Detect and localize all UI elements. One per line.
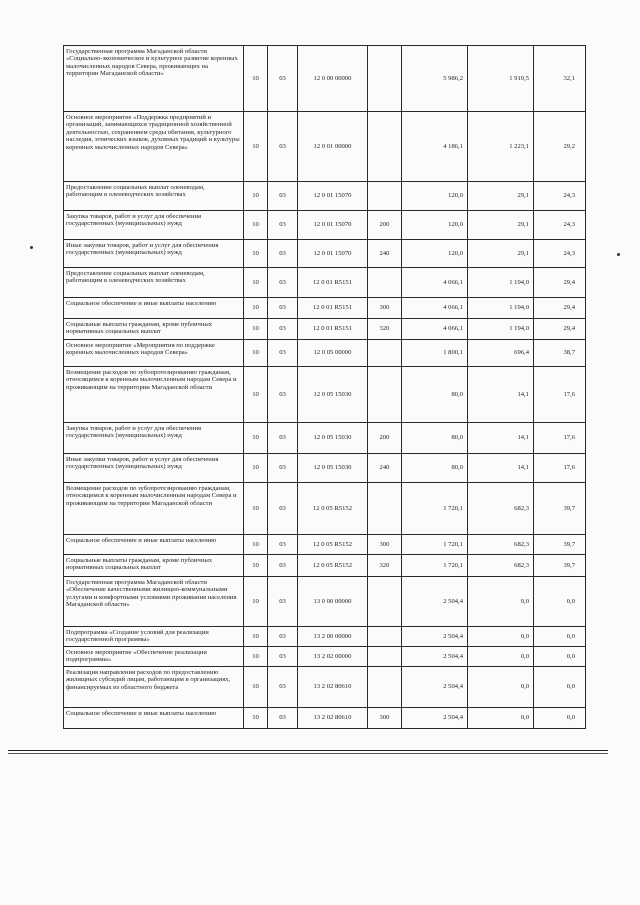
table-row (64, 667, 586, 708)
table-row (64, 182, 586, 211)
table-row (64, 483, 586, 535)
row-plan-amount: 2 504,4 (402, 627, 468, 647)
row-actual-amount: 1 223,1 (468, 112, 534, 182)
row-section: 10 (244, 423, 268, 454)
row-execution-percent: 17,6 (534, 423, 586, 454)
row-actual-amount: 696,4 (468, 340, 534, 367)
row-execution-percent: 39,7 (534, 535, 586, 555)
row-actual-amount: 682,3 (468, 483, 534, 535)
row-execution-percent: 32,1 (534, 46, 586, 112)
table-row (64, 112, 586, 182)
row-plan-amount: 1 800,1 (402, 340, 468, 367)
row-name: Социальное обеспечение и иные выплаты населению (64, 708, 244, 729)
row-plan-amount: 5 986,2 (402, 46, 468, 112)
row-target-article: 13 2 02 00000 (298, 647, 368, 667)
table-row (64, 423, 586, 454)
row-section: 10 (244, 647, 268, 667)
table-row (64, 708, 586, 729)
row-name: Предоставление социальных выплат оленеводам, работающим в оленеводческих хозяйствах (64, 182, 244, 211)
table-row (64, 647, 586, 667)
row-name: Государственная программа Магаданской области «Обеспечение качественными жилищно-коммунальными услугами и комфортными условиями проживания населения Магаданской области» (64, 577, 244, 627)
row-plan-amount: 2 504,4 (402, 577, 468, 627)
row-expense-type: 240 (368, 454, 402, 483)
row-subsection: 03 (268, 319, 298, 340)
row-execution-percent: 24,3 (534, 182, 586, 211)
row-target-article: 12 0 01 R5151 (298, 268, 368, 298)
row-section: 10 (244, 46, 268, 112)
row-section: 10 (244, 667, 268, 708)
row-section: 10 (244, 112, 268, 182)
row-subsection: 03 (268, 454, 298, 483)
row-name: Закупка товаров, работ и услуг для обеспечения государственных (муниципальных) нужд (64, 423, 244, 454)
row-subsection: 03 (268, 483, 298, 535)
row-plan-amount: 80,0 (402, 367, 468, 423)
row-target-article: 12 0 05 15030 (298, 423, 368, 454)
row-actual-amount: 682,3 (468, 535, 534, 555)
row-execution-percent: 0,0 (534, 627, 586, 647)
row-section: 10 (244, 555, 268, 577)
row-name: Социальные выплаты гражданам, кроме публичных нормативных социальных выплат (64, 319, 244, 340)
row-execution-percent: 0,0 (534, 647, 586, 667)
row-expense-type (368, 367, 402, 423)
table-row (64, 319, 586, 340)
table-row (64, 211, 586, 240)
row-plan-amount: 80,0 (402, 454, 468, 483)
row-expense-type: 240 (368, 240, 402, 268)
row-subsection: 03 (268, 708, 298, 729)
row-name: Иные закупки товаров, работ и услуг для обеспечения государственных (муниципальных) нужд (64, 454, 244, 483)
table-row (64, 555, 586, 577)
row-target-article: 12 0 01 R5151 (298, 319, 368, 340)
row-target-article: 12 0 05 R5152 (298, 555, 368, 577)
row-target-article: 12 0 05 R5152 (298, 535, 368, 555)
row-expense-type: 200 (368, 423, 402, 454)
row-expense-type: 300 (368, 708, 402, 729)
row-name: Государственная программа Магаданской области «Социально-экономическое и культурное развитие коренных малочисленных народов Севера, проживающих на территории Магаданской области» (64, 46, 244, 112)
row-subsection: 03 (268, 46, 298, 112)
row-execution-percent: 29,4 (534, 298, 586, 319)
row-section: 10 (244, 367, 268, 423)
page-bottom-rule-thin (8, 753, 608, 754)
row-section: 10 (244, 535, 268, 555)
row-actual-amount: 29,1 (468, 182, 534, 211)
row-name: Социальное обеспечение и иные выплаты населению (64, 298, 244, 319)
row-execution-percent: 29,4 (534, 268, 586, 298)
row-name: Подпрограмма «Создание условий для реализации государственной программы» (64, 627, 244, 647)
row-plan-amount: 1 720,1 (402, 535, 468, 555)
row-expense-type: 300 (368, 535, 402, 555)
row-expense-type: 320 (368, 319, 402, 340)
row-name: Социальное обеспечение и иные выплаты населению (64, 535, 244, 555)
row-name: Иные закупки товаров, работ и услуг для обеспечения государственных (муниципальных) нужд (64, 240, 244, 268)
table-row (64, 577, 586, 627)
row-actual-amount: 1 194,0 (468, 319, 534, 340)
row-execution-percent: 17,6 (534, 454, 586, 483)
row-expense-type (368, 112, 402, 182)
row-section: 10 (244, 211, 268, 240)
row-expense-type (368, 667, 402, 708)
budget-table-sheet (63, 45, 585, 729)
row-target-article: 13 2 02 80610 (298, 708, 368, 729)
row-expense-type (368, 46, 402, 112)
row-plan-amount: 2 504,4 (402, 647, 468, 667)
row-name: Закупка товаров, работ и услуг для обеспечения государственных (муниципальных) нужд (64, 211, 244, 240)
row-expense-type (368, 577, 402, 627)
row-expense-type (368, 483, 402, 535)
row-expense-type: 300 (368, 298, 402, 319)
row-section: 10 (244, 268, 268, 298)
row-expense-type (368, 268, 402, 298)
row-execution-percent: 24,3 (534, 240, 586, 268)
row-section: 10 (244, 627, 268, 647)
row-actual-amount: 1 919,5 (468, 46, 534, 112)
row-subsection: 03 (268, 211, 298, 240)
page-bottom-rule (8, 750, 608, 751)
row-subsection: 03 (268, 298, 298, 319)
scan-speck (30, 246, 33, 249)
row-name: Основное мероприятие «Мероприятия по поддержке коренных малочисленных народов Севера» (64, 340, 244, 367)
row-target-article: 13 0 00 00000 (298, 577, 368, 627)
row-subsection: 03 (268, 112, 298, 182)
row-execution-percent: 24,3 (534, 211, 586, 240)
row-execution-percent: 38,7 (534, 340, 586, 367)
row-target-article: 12 0 01 15070 (298, 240, 368, 268)
table-row (64, 268, 586, 298)
row-subsection: 03 (268, 647, 298, 667)
row-execution-percent: 39,7 (534, 555, 586, 577)
row-plan-amount: 4 186,1 (402, 112, 468, 182)
row-plan-amount: 4 066,1 (402, 268, 468, 298)
table-row (64, 46, 586, 112)
row-target-article: 12 0 01 15070 (298, 211, 368, 240)
row-expense-type: 320 (368, 555, 402, 577)
row-plan-amount: 120,0 (402, 240, 468, 268)
row-plan-amount: 2 504,4 (402, 667, 468, 708)
row-section: 10 (244, 240, 268, 268)
row-execution-percent: 29,4 (534, 319, 586, 340)
row-target-article: 12 0 05 R5152 (298, 483, 368, 535)
row-actual-amount: 29,1 (468, 240, 534, 268)
row-plan-amount: 2 504,4 (402, 708, 468, 729)
row-target-article: 12 0 01 00000 (298, 112, 368, 182)
row-subsection: 03 (268, 182, 298, 211)
table-row (64, 240, 586, 268)
budget-table (63, 45, 586, 729)
row-name: Возмещение расходов по зубопротезированию гражданам, относящимся к коренным малочисленным народам Севера и проживающим на территории Магаданской области (64, 483, 244, 535)
row-plan-amount: 80,0 (402, 423, 468, 454)
table-row (64, 454, 586, 483)
row-subsection: 03 (268, 555, 298, 577)
row-plan-amount: 4 066,1 (402, 298, 468, 319)
row-expense-type: 200 (368, 211, 402, 240)
row-plan-amount: 1 720,1 (402, 555, 468, 577)
row-subsection: 03 (268, 535, 298, 555)
row-section: 10 (244, 577, 268, 627)
row-actual-amount: 0,0 (468, 667, 534, 708)
row-name: Реализация направления расходов по предоставлению жилищных субсидий лицам, работающим в организациях, финансируемых из областного бюджета (64, 667, 244, 708)
row-plan-amount: 120,0 (402, 182, 468, 211)
row-plan-amount: 1 720,1 (402, 483, 468, 535)
row-section: 10 (244, 483, 268, 535)
row-section: 10 (244, 182, 268, 211)
row-actual-amount: 14,1 (468, 367, 534, 423)
row-name: Возмещение расходов по зубопротезированию гражданам, относящимся к коренным малочисленным народам Севера и проживающим на территории Магаданской области (64, 367, 244, 423)
row-execution-percent: 39,7 (534, 483, 586, 535)
row-section: 10 (244, 708, 268, 729)
row-actual-amount: 1 194,0 (468, 268, 534, 298)
row-plan-amount: 120,0 (402, 211, 468, 240)
row-section: 10 (244, 319, 268, 340)
row-execution-percent: 0,0 (534, 577, 586, 627)
row-actual-amount: 0,0 (468, 577, 534, 627)
row-subsection: 03 (268, 667, 298, 708)
row-name: Основное мероприятие «Обеспечение реализации подпрограммы» (64, 647, 244, 667)
row-subsection: 03 (268, 367, 298, 423)
row-section: 10 (244, 298, 268, 319)
row-expense-type (368, 627, 402, 647)
row-actual-amount: 682,3 (468, 555, 534, 577)
row-target-article: 13 2 00 00000 (298, 627, 368, 647)
table-row (64, 627, 586, 647)
row-expense-type (368, 340, 402, 367)
row-expense-type (368, 647, 402, 667)
row-name: Социальные выплаты гражданам, кроме публичных нормативных социальных выплат (64, 555, 244, 577)
scan-speck (617, 253, 620, 256)
row-target-article: 12 0 00 00000 (298, 46, 368, 112)
table-row (64, 298, 586, 319)
row-name: Основное мероприятие «Поддержка предприятий и организаций, занимающихся традиционной хозяйственной деятельностью, сохранением среды обитания, культурного наследия, этнических языков, духовных традиций и культуры коренных малочисленных народов Севера» (64, 112, 244, 182)
row-subsection: 03 (268, 340, 298, 367)
row-execution-percent: 29,2 (534, 112, 586, 182)
row-target-article: 13 2 02 80610 (298, 667, 368, 708)
row-subsection: 03 (268, 577, 298, 627)
row-subsection: 03 (268, 423, 298, 454)
row-subsection: 03 (268, 268, 298, 298)
row-subsection: 03 (268, 627, 298, 647)
row-target-article: 12 0 05 15030 (298, 367, 368, 423)
table-row (64, 535, 586, 555)
row-name: Предоставление социальных выплат оленеводам, работающим в оленеводческих хозяйствах (64, 268, 244, 298)
row-actual-amount: 14,1 (468, 454, 534, 483)
row-execution-percent: 0,0 (534, 708, 586, 729)
row-section: 10 (244, 454, 268, 483)
row-actual-amount: 14,1 (468, 423, 534, 454)
row-subsection: 03 (268, 240, 298, 268)
row-target-article: 12 0 01 R5151 (298, 298, 368, 319)
row-execution-percent: 0,0 (534, 667, 586, 708)
row-section: 10 (244, 340, 268, 367)
row-target-article: 12 0 05 15030 (298, 454, 368, 483)
row-actual-amount: 1 194,0 (468, 298, 534, 319)
row-target-article: 12 0 05 00000 (298, 340, 368, 367)
table-row (64, 340, 586, 367)
row-expense-type (368, 182, 402, 211)
row-target-article: 12 0 01 15070 (298, 182, 368, 211)
row-actual-amount: 0,0 (468, 708, 534, 729)
row-plan-amount: 4 066,1 (402, 319, 468, 340)
table-row (64, 367, 586, 423)
row-actual-amount: 0,0 (468, 647, 534, 667)
row-actual-amount: 0,0 (468, 627, 534, 647)
table-body (64, 46, 586, 729)
row-actual-amount: 29,1 (468, 211, 534, 240)
row-execution-percent: 17,6 (534, 367, 586, 423)
